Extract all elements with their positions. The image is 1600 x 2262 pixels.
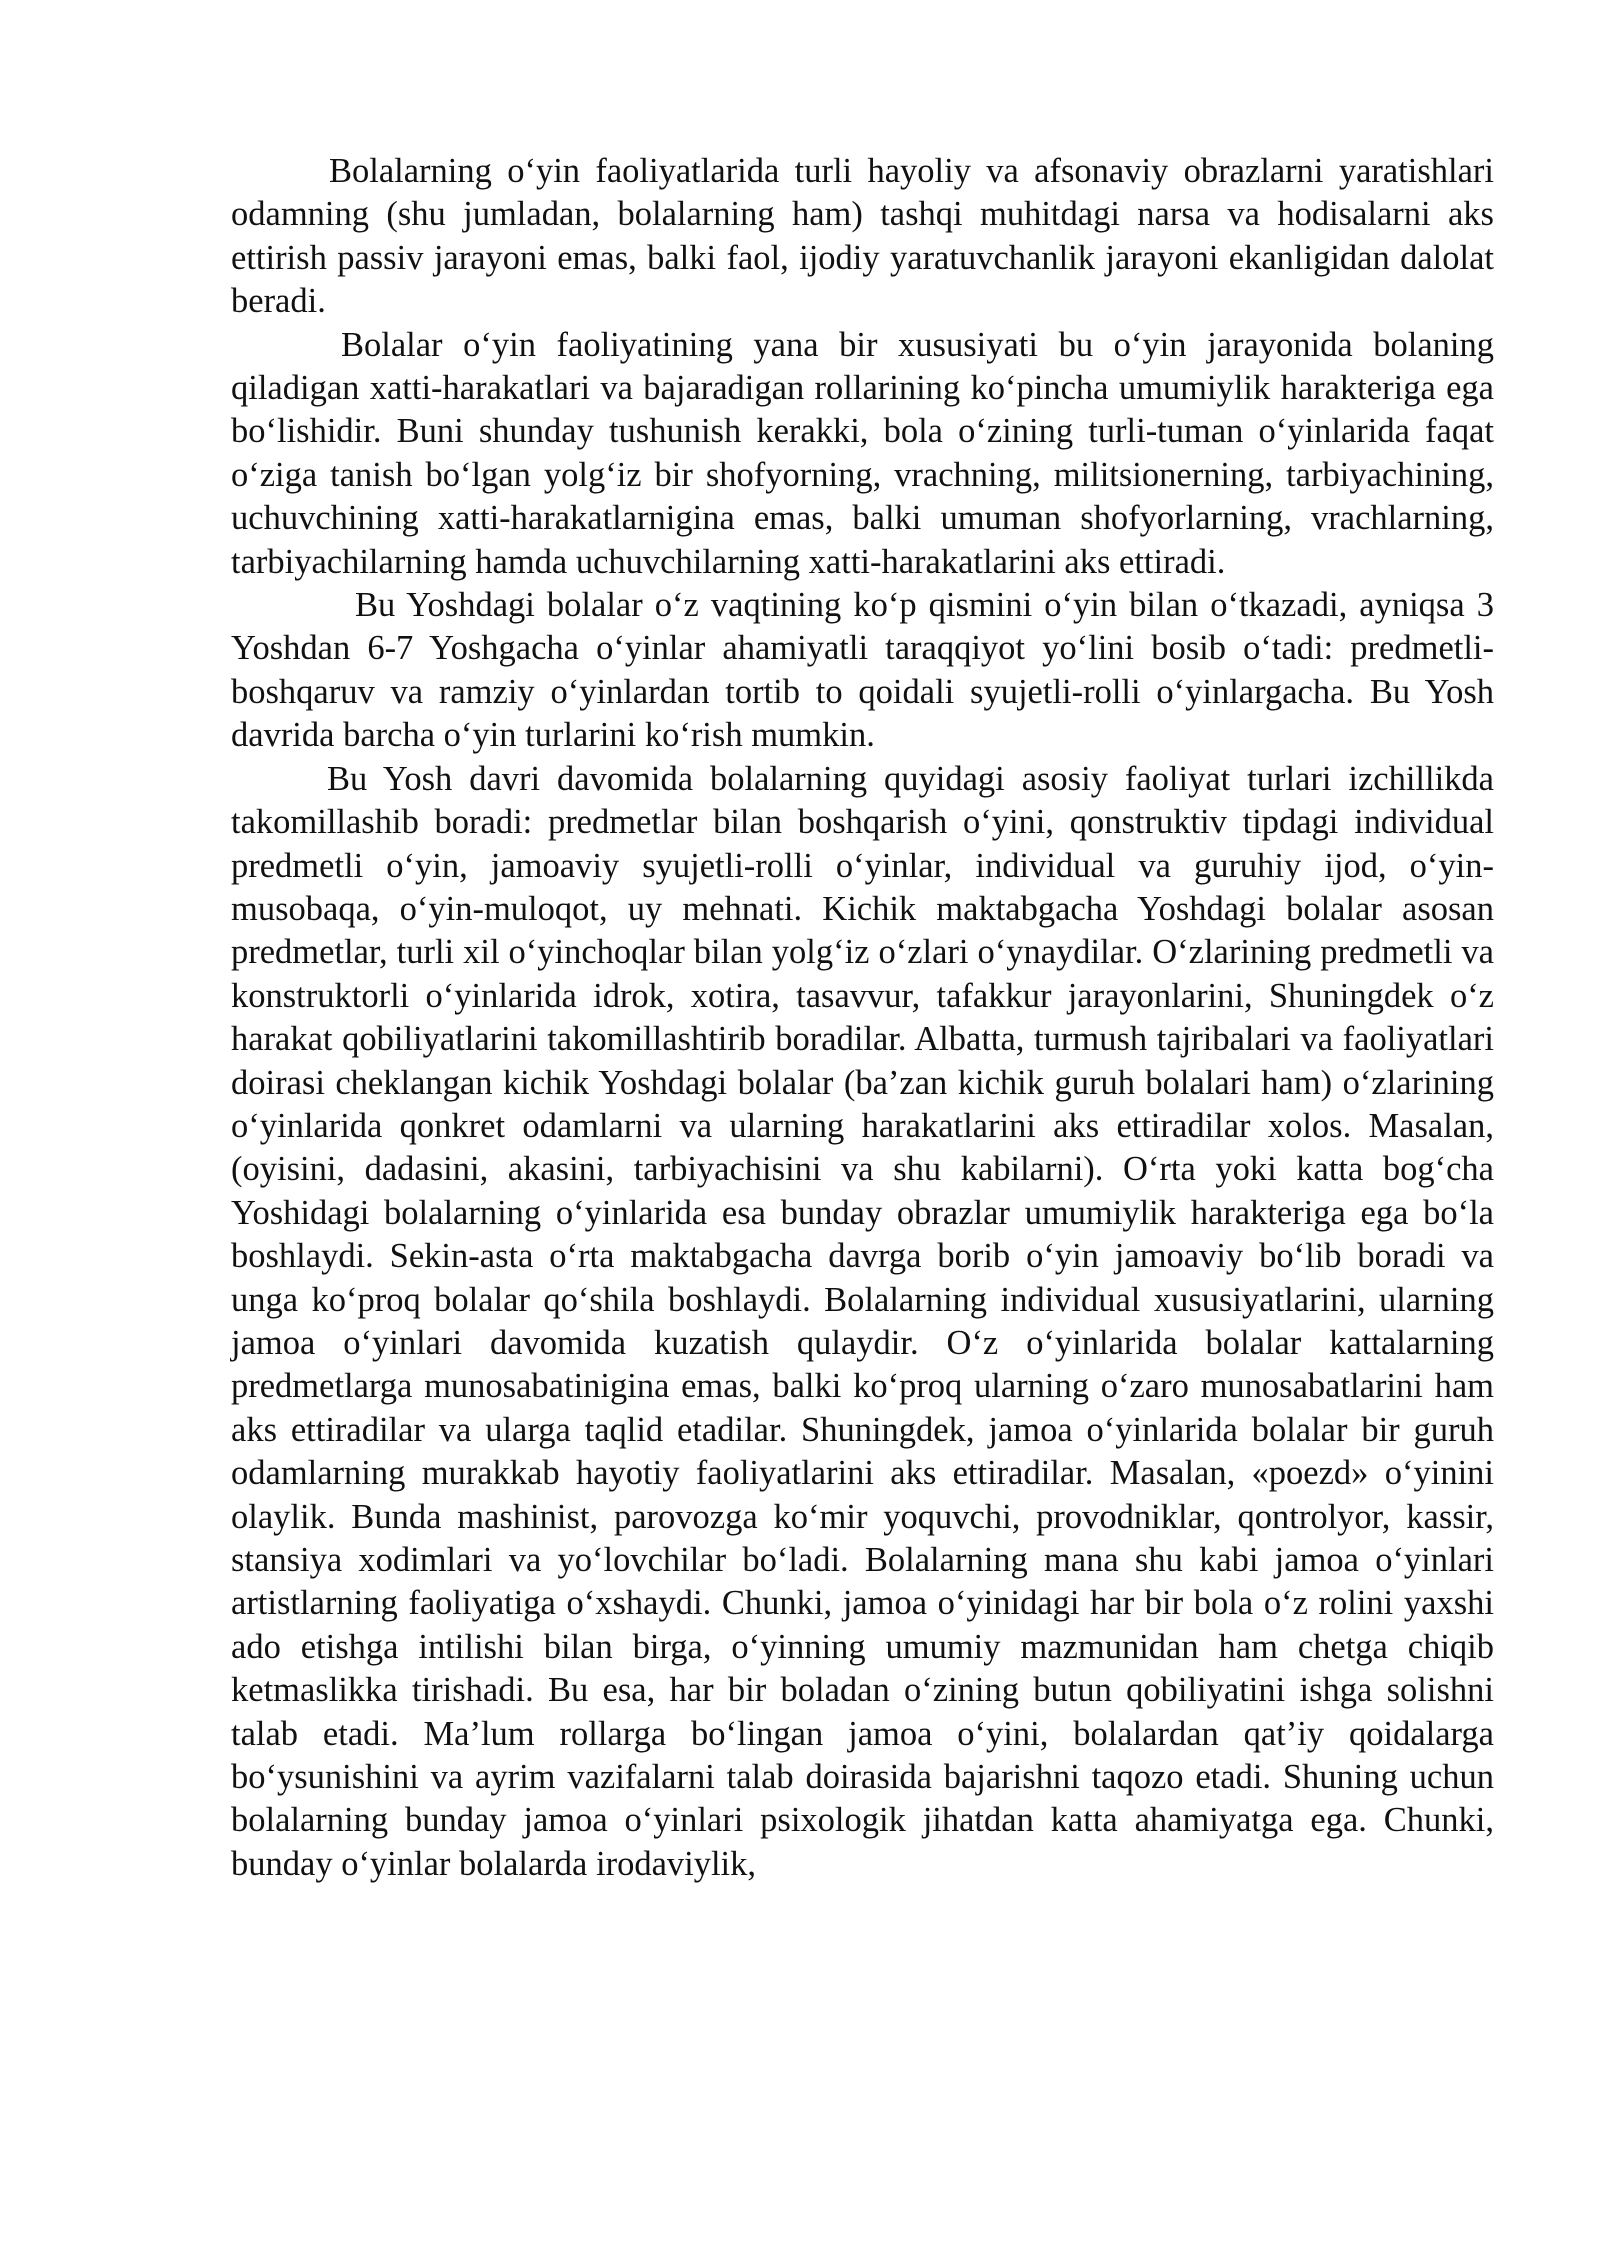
document-body <box>231 150 1494 1886</box>
paragraph-3: Bu Yoshdagi bolalar o‘z vaqtining ko‘p qismini o‘yin bilan o‘tkazadi, ayniqsa 3 Yoshdan 6-7 Yoshgacha o‘yinlar ahamiyatli taraqqiyot yo‘lini bosib o‘tadi: predmetli-boshqaruv va ramziy o‘yinlardan tortib to qoidali syujetli-rolli o‘yinlargacha. Bu Yosh davrida barcha o‘yin turlarini ko‘rish mumkin. <box>231 586 1494 755</box>
paragraph-2: Bolalar o‘yin faoliyatining yana bir xususiyati bu o‘yin jarayonida bolaning qiladigan xatti-harakatlari va bajaradigan rollarining ko‘pincha umumiylik harakteriga ega bo‘lishidir. Buni shunday tushunish kerakki, bola o‘zining turli-tuman o‘yinlarida faqat o‘ziga tanish bo‘lgan yolg‘iz bir shofyorning, vrachning, militsionerning, tarbiyachining, uchuvchining xatti-harakatlarnigina emas, balki umuman shofyorlarning, vrachlarning, tarbiyachilarning hamda uchuvchilarning xatti-harakatlarini aks ettiradi. <box>231 325 1494 581</box>
paragraph-1: Bolalarning o‘yin faoliyatlarida turli hayoliy va afsonaviy obrazlarni yaratishlari odamning (shu jumladan, bolalarning ham) tashqi muhitdagi narsa va hodisalarni aks ettirish passiv jarayoni emas, balki faol, ijodiy yaratuvchanlik jarayoni ekanligidan dalolat beradi. <box>231 152 1494 321</box>
paragraph-4: Bu Yosh davri davomida bolalarning quyidagi asosiy faoliyat turlari izchillikda takomillashib boradi: predmetlar bilan boshqarish o‘yini, qonstruktiv tipdagi individual predmetli o‘yin, jamoaviy syujetli-rolli o‘yinlar, individual va guruhiy ijod, o‘yin-musobaqa, o‘yin-muloqot, uy mehnati. Kichik maktabgacha Yoshdagi bolalar asosan predmetlar, turli xil o‘yinchoqlar bilan yolg‘iz o‘zlari o‘ynaydilar. O‘zlarining predmetli va konstruktorli o‘yinlarida idrok, xotira, tasavvur, tafakkur jarayonlarini, Shuningdek o‘z harakat qobiliyatlarini takomillashtirib boradilar. Albatta, turmush tajribalari va faoliyatlari doirasi cheklangan kichik Yoshdagi bolalar (ba’zan kichik guruh bolalari ham) o‘zlarining o‘yinlarida qonkret odamlarni va ularning harakatlarini aks ettiradilar xolos. Masalan, (oyisini, dadasini, akasini, tarbiyachisini va shu kabilarni). O‘rta yoki katta bog‘cha Yoshidagi bolalarning o‘yinlarida esa bunday obrazlar umumiylik harakteriga ega bo‘la boshlaydi. Sekin-asta o‘rta maktabgacha davrga borib o‘yin jamoaviy bo‘lib boradi va unga ko‘proq bolalar qo‘shila boshlaydi. Bolalarning individual xususiyatlarini, ularning jamoa o‘yinlari davomida kuzatish qulaydir. O‘z o‘yinlarida bolalar kattalarning predmetlarga munosabatinigina emas, balki ko‘proq ularning o‘zaro munosabatlarini ham aks ettiradilar va ularga taqlid etadilar. Shuningdek, jamoa o‘yinlarida bolalar bir guruh odamlarning murakkab hayotiy faoliyatlarini aks ettiradilar. Masalan, «poezd» o‘yinini olaylik. Bunda mashinist, parovozga ko‘mir yoquvchi, provodniklar, qontrolyor, kassir, stansiya xodimlari va yo‘lovchilar bo‘ladi. Bolalarning mana shu kabi jamoa o‘yinlari artistlarning faoliyatiga o‘xshaydi. Chunki, jamoa o‘yinidagi har bir bola o‘z rolini yaxshi ado etishga intilishi bilan birga, o‘yinning umumiy mazmunidan ham chetga chiqib ketmaslikka tirishadi. Bu esa, har bir boladan o‘zining butun qobiliyatini ishga solishni talab etadi. Ma’lum rollarga bo‘lingan jamoa o‘yini, bolalardan qat’iy qoidalarga bo‘ysunishini va ayrim vazifalarni talab doirasida bajarishni taqozo etadi. Shuning uchun bolalarning bunday jamoa o‘yinlari psixologik jihatdan katta ahamiyatga ega. Chunki, bunday o‘yinlar bolalarda irodaviylik, <box>231 759 1494 1883</box>
